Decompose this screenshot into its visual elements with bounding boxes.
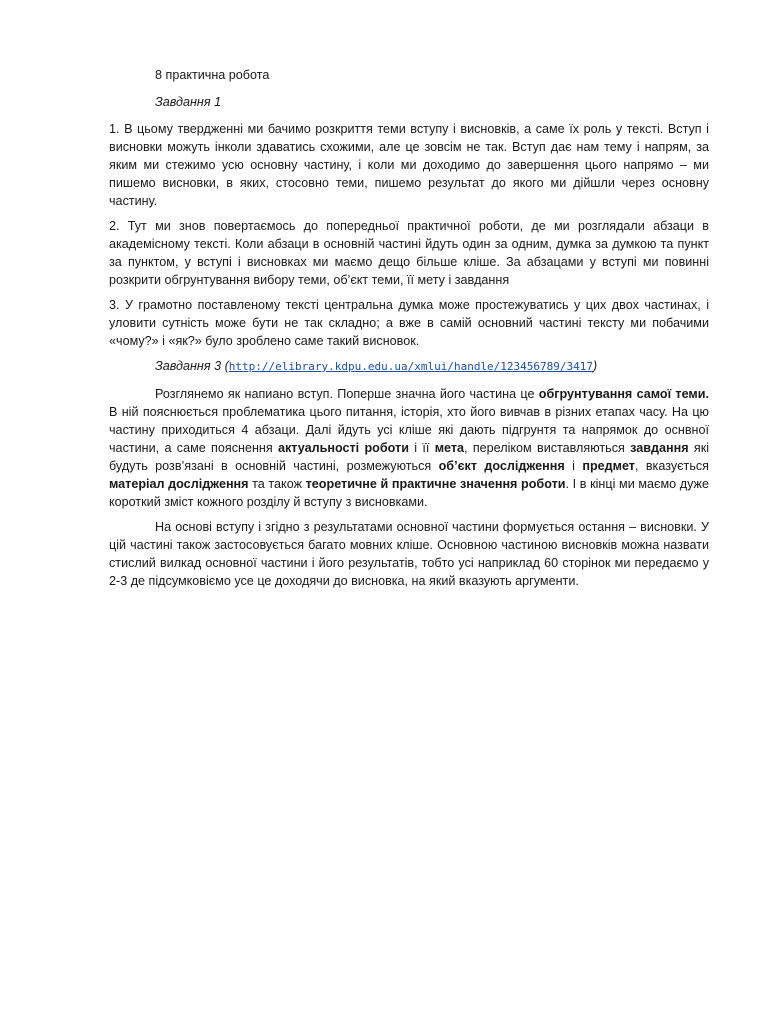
document-title: 8 практична робота	[155, 68, 270, 82]
answer-paragraph-3: 3. У грамотно поставленому тексті центральна думка може простежуватись у цих двох частинах, і уловити сутність може бути не так складно; а вже в самій основний частині тексту ми побачими «чому?» і «як?» було зроблено саме такий висновок.	[109, 298, 709, 348]
text-run: та також	[248, 477, 306, 491]
text-run: і	[564, 459, 583, 473]
answer-paragraph-1: 1. В цьому твердженні ми бачимо розкриття теми вступу і висновків, а саме їх роль у тексті. Вступ і висновки можуть інколи здаватись схожими, але це зовсім не так. Вступ дає нам тему і напрям, за яким ми стежимо усю основну частину, і коли ми доходимо до завершення цього напрямо – ми пишемо висновки, в яких, стосовно теми, пишемо результат до якого ми дійшли через основну частину.	[109, 122, 709, 208]
intro-analysis-paragraph	[109, 385, 709, 511]
term-material: матеріал дослідження	[109, 477, 249, 491]
term-significance: теоретичне й практичне значення роботи	[305, 477, 566, 491]
term-goal: мета	[434, 441, 465, 455]
text-run: Розглянемо як напиано вступ. Поперше значна його частина це	[155, 387, 539, 401]
text-run: , переліком виставляються	[464, 441, 631, 455]
term-subject: предмет	[582, 459, 635, 473]
term-justification: обгрунтування самої теми.	[538, 387, 709, 401]
document-page	[109, 66, 709, 597]
term-object: об’єкт дослідження	[438, 459, 565, 473]
term-tasks: завдання	[630, 441, 689, 455]
answer-paragraph-2: 2. Тут ми знов повертаємось до попередньої практичної роботи, де ми розглядали абзаци в академісному тексті. Коли абзаци в основній частині йдуть один за одним, думка за думкою та пункт за пунктом, у вступі і висновках ми маємо дещо більше кліше. За абзацами у вступі ми повинні розкрити обгрунтування вибору теми, об’єкт теми, її мету і завдання	[109, 219, 709, 287]
text-run: і її	[408, 441, 435, 455]
conclusion-analysis-paragraph: На основі вступу і згідно з результатами основної частини формується остання – висновки. У цій частині також застосовується багато мовних кліше. Основною частиною висновків можна назвати стислий вилкад основної частини і його результатів, тобто усі наприклад 60 сторінок ми передаємо у 2-3 де підсумковіємо усе це доходячи до висновка, на який вказують аргументи.	[109, 520, 709, 588]
term-relevance: актуальності роботи	[278, 441, 409, 455]
task-3-close-paren: )	[593, 359, 598, 373]
task-1-heading: Завдання 1	[155, 95, 222, 109]
source-link[interactable]: http://elibrary.kdpu.edu.ua/xmlui/handle/123456789/3417	[228, 360, 594, 373]
text-run: . І в кінці ми маємо дуже короткий зміст кожного розділу й вступу з висновками.	[109, 477, 709, 509]
text-run: В ній пояснюється проблематика цього питання, історія, хто його вивчав в різних етапах часу. На цю частину приходиться 4 абзаци. Далі йдуть усі кліше які дають підгрунтя та напрямок до оснвної частини, а саме пояснення	[109, 405, 709, 455]
task-3-heading	[109, 357, 709, 376]
text-run: які будуть розв’язані в основній частині, розмежуються	[109, 441, 709, 473]
task-3-label: Завдання 3 (	[155, 359, 229, 373]
text-run: , вказується	[634, 459, 710, 473]
